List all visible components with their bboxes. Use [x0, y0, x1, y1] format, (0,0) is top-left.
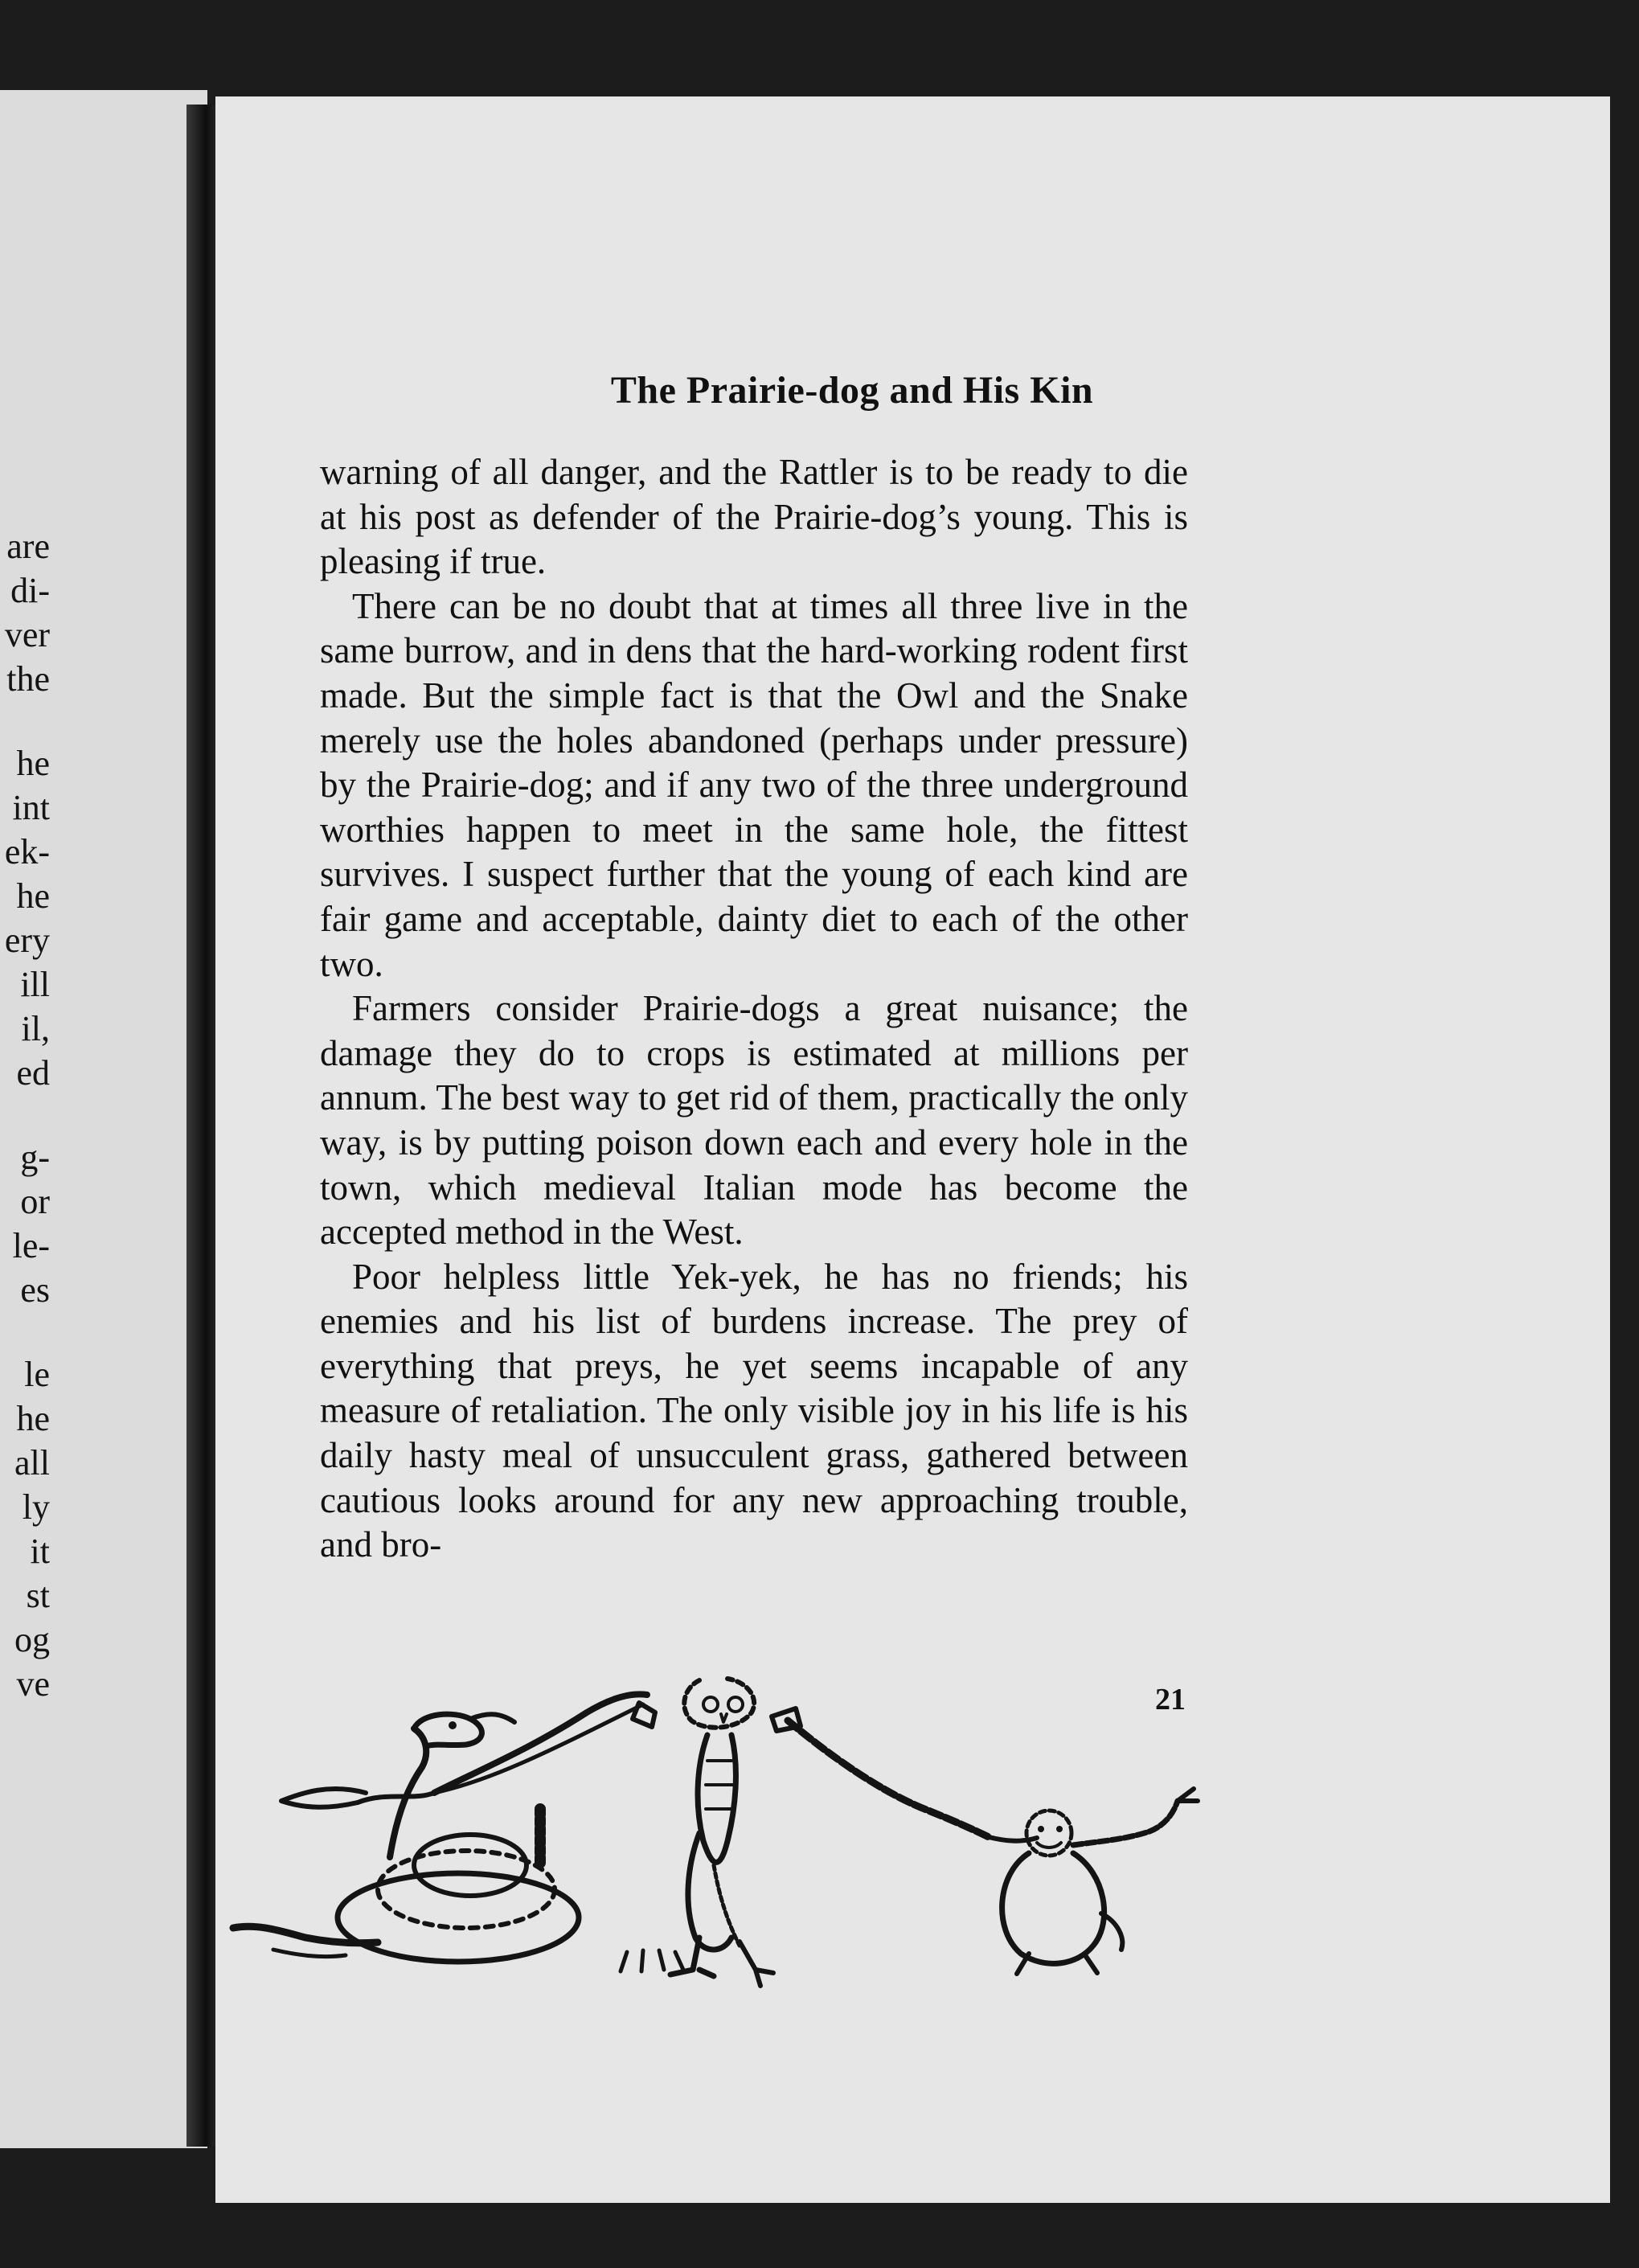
fragment-line: ek-: [4, 832, 50, 872]
fragment-line: ver: [4, 615, 50, 654]
fragment-line: he: [16, 1399, 50, 1438]
paragraph: Farmers consider Prairie-dogs a great nuisance; the damage they do to crops is estimated at millions per annum. The best way to get rid of them, practically the only way, is by putting poison down each and every hole in the town, which medieval Italian mode has become the accepted method in the West.: [320, 988, 1188, 1253]
facing-left-page: [0, 90, 207, 2148]
fragment-line: ed: [16, 1053, 50, 1093]
fragment-line: the: [6, 659, 50, 699]
fragment-line: or: [20, 1182, 50, 1221]
paragraph: Poor helpless little Yek-yek, he has no friends; his enemies and his list of burdens increase. The prey of everything that preys, he yet seems incapable of any measure of retaliation. The only visible joy in his life is his daily hasty meal of unsucculent grass, gathered between cautious looks around for any new approaching trouble, and bro-: [320, 1256, 1188, 1565]
fragment-line: he: [16, 876, 50, 916]
fragment-line: es: [20, 1270, 50, 1310]
running-head: The Prairie-dog and His Kin: [610, 369, 1094, 412]
fragment-line: il,: [21, 1009, 50, 1048]
fragment-line: st: [26, 1576, 50, 1615]
fragment-line: g-: [20, 1138, 50, 1177]
body-text: [320, 450, 1188, 1568]
fragment-line: it: [30, 1532, 50, 1571]
fragment-line: int: [12, 788, 50, 827]
fragment-line: og: [14, 1620, 50, 1659]
fragment-line: all: [14, 1443, 50, 1483]
fragment-line: ill: [20, 965, 50, 1004]
paragraph: warning of all danger, and the Rattler is to be ready to die at his post as defender of the Prairie-dog’s young. This is pleasing if true.: [320, 452, 1188, 582]
fragment-line: le-: [12, 1226, 50, 1265]
rattlesnake-owl-prairie-dog-icon: [225, 1672, 1230, 2074]
paragraph: There can be no doubt that at times all three live in the same burrow, and in dens that the hard-working rodent first made. But the simple fact is that the Owl and the Snake merely use the holes abandoned (perhaps under pressure) by the Prairie-dog; and if any two of the three underground worthies happen to meet in the same hole, the fittest survives. I suspect further that the young of each kind are fair game and acceptable, dainty diet to each of the other two.: [320, 585, 1188, 984]
fragment-line: di-: [10, 571, 50, 610]
book-gutter: [186, 105, 219, 2147]
fragment-line: ery: [4, 921, 50, 960]
fragment-line: ly: [22, 1487, 50, 1527]
fragment-line: ve: [16, 1664, 50, 1704]
left-page-text-fragments: [0, 524, 50, 1706]
fragment-line: le: [24, 1355, 50, 1394]
fragment-line: he: [16, 744, 50, 783]
page-number: 21: [1155, 1683, 1186, 1716]
fragment-line: are: [6, 527, 50, 566]
